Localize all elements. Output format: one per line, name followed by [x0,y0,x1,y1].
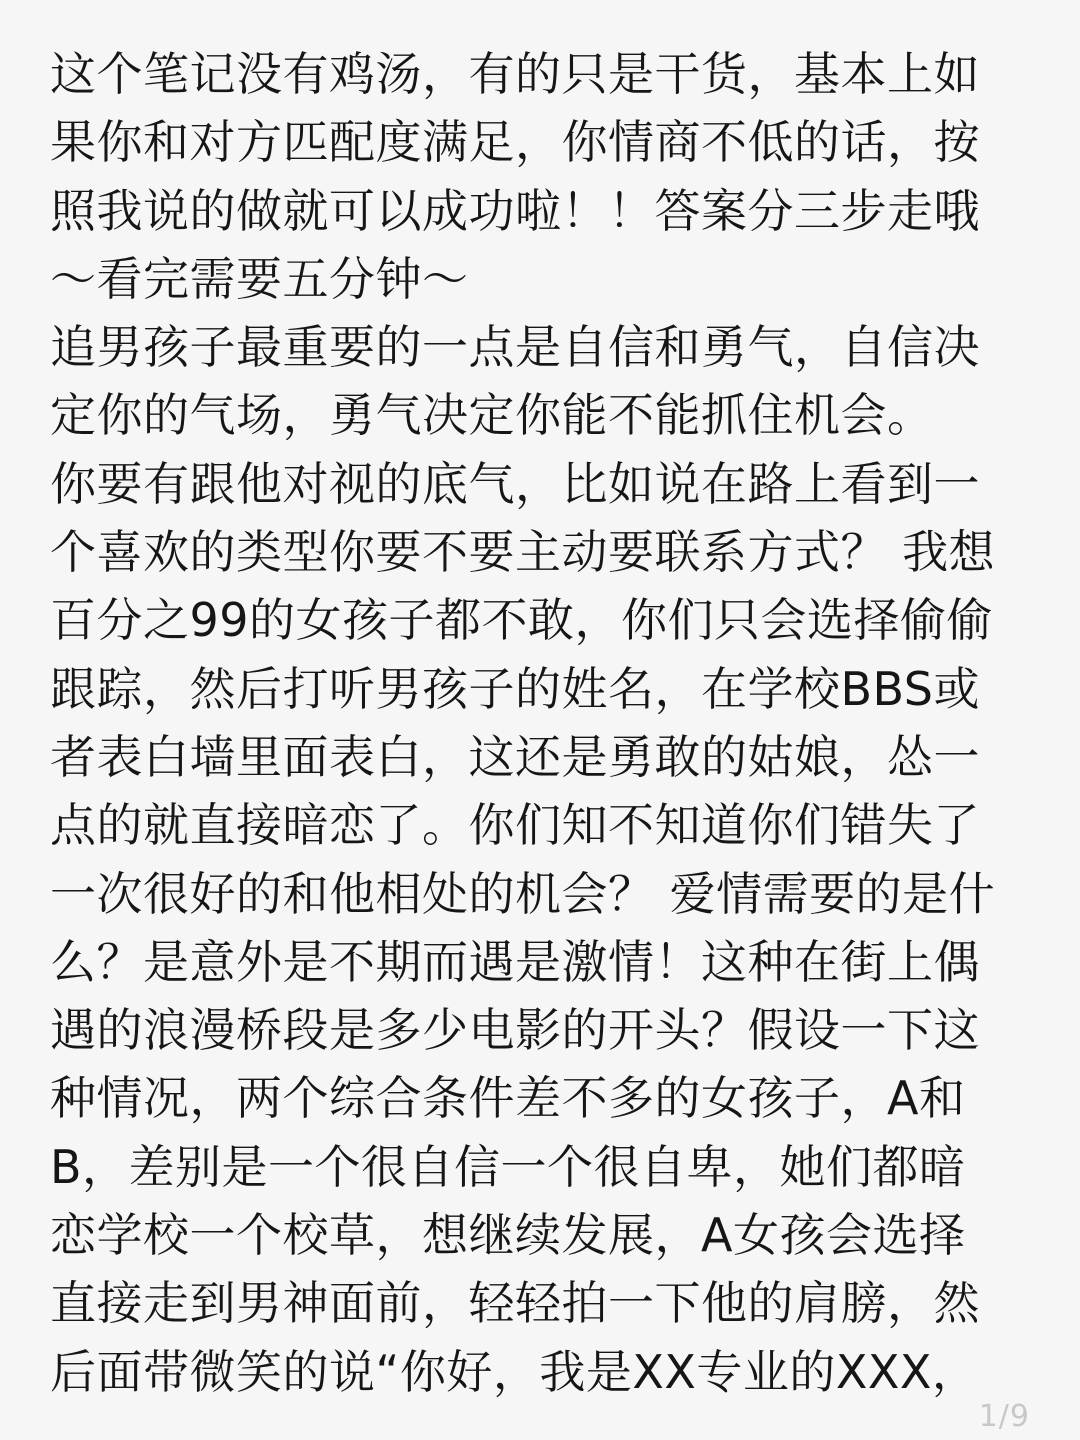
text-line: B，差别是一个很自信一个很自卑，她们都暗 [50,1139,966,1194]
text-line: 跟踪，然后打听男孩子的姓名，在学校BBS或 [50,661,981,716]
text-line: 一次很好的和他相处的机会？ 爱情需要的是什 [50,866,996,921]
text-line: 直接走到男神面前，轻轻拍一下他的肩膀，然 [50,1276,980,1331]
page-indicator: 1/9 [978,1399,1030,1434]
text-line: 后面带微笑的说“你好，我是XX专业的XXX， [50,1344,979,1399]
text-line: 么？是意外是不期而遇是激情！这种在街上偶 [50,934,980,989]
text-line: 点的就直接暗恋了。你们知不知道你们错失了 [50,798,980,853]
text-line: 者表白墙里面表白，这还是勇敢的姑娘，怂一 [50,729,980,784]
note-body-text [50,40,1040,1406]
text-line: ～看完需要五分钟～ [50,251,469,306]
text-line: 照我说的做就可以成功啦！！答案分三步走哦 [50,183,980,238]
text-line: 种情况，两个综合条件差不多的女孩子，A和 [50,1071,966,1126]
text-line: 遇的浪漫桥段是多少电影的开头？假设一下这 [50,1003,980,1058]
text-line: 百分之99的女孩子都不敢，你们只会选择偷偷 [50,593,994,648]
text-line: 追男孩子最重要的一点是自信和勇气，自信决 [50,320,980,375]
text-line: 这个笔记没有鸡汤，有的只是干货，基本上如 [50,47,980,101]
text-line: 恋学校一个校草，想继续发展，A女孩会选择 [50,1208,966,1263]
text-line: 定你的气场，勇气决定你能不能抓住机会。 [50,388,934,443]
text-line: 果你和对方匹配度满足，你情商不低的话，按 [50,115,980,170]
text-line: 个喜欢的类型你要不要主动要联系方式？ 我想 [50,525,996,580]
text-line: 你要有跟他对视的底气，比如说在路上看到一 [50,456,980,511]
